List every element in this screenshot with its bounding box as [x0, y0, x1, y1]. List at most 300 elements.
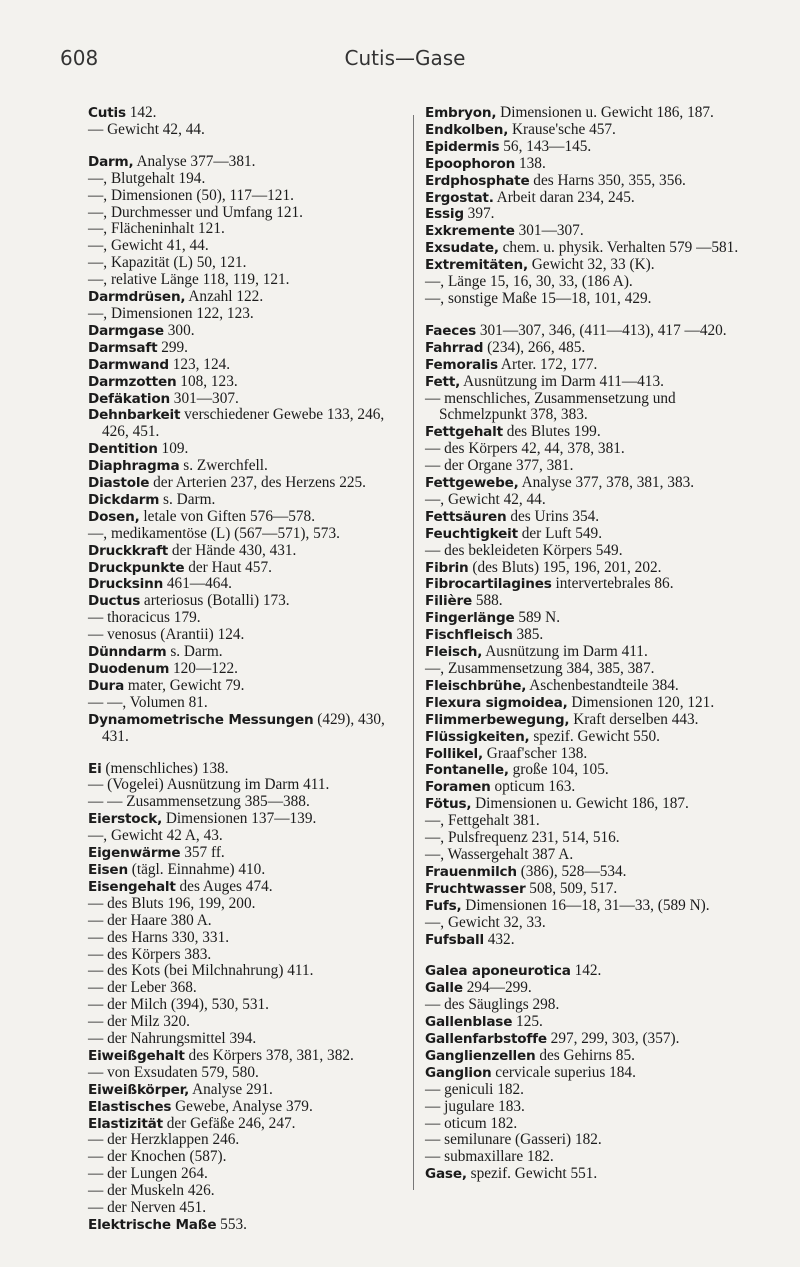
- index-entry-text: Dimensionen u. Gewicht 186, 187.: [471, 795, 689, 813]
- index-entry-headword: Galea aponeurotica: [425, 963, 571, 980]
- index-entry-text: 301—307, 346, (411—413), 417 —420.: [476, 321, 727, 339]
- index-entry: [425, 560, 743, 577]
- index-entry: [88, 475, 406, 492]
- index-entry-headword: Fufs,: [425, 897, 462, 914]
- index-entry-headword: Fötus,: [425, 796, 472, 813]
- index-entry-headword: Darmwand: [88, 356, 169, 373]
- index-entry-headword: Elastizität: [88, 1115, 163, 1132]
- index-entry-text: opticum 163.: [490, 778, 576, 796]
- index-entry: [425, 813, 743, 830]
- index-entry-text: — des Harns 330, 331.: [88, 928, 230, 946]
- index-entry-text: — semilunare (Gasseri) 182.: [425, 1131, 602, 1149]
- index-entry: [425, 1082, 743, 1099]
- index-entry: [88, 238, 406, 255]
- index-entry-text: 432.: [483, 930, 515, 948]
- index-entry: [425, 543, 743, 560]
- index-entry-headword: Dehnbarkeit: [88, 407, 181, 424]
- column-divider: [413, 115, 414, 1190]
- index-entry: [88, 221, 406, 238]
- page-number: 608: [60, 46, 99, 70]
- index-entry: [425, 762, 743, 779]
- index-entry-text: Anzahl 122.: [185, 288, 264, 306]
- index-entry-headword: Epoophoron: [425, 155, 516, 172]
- index-entry-text: Gewicht 32, 33 (K).: [527, 256, 655, 274]
- index-entry: [425, 997, 743, 1014]
- index-column-left: [88, 105, 406, 1234]
- index-entry-text: verschiedener Gewebe 133, 246, 426, 451.: [102, 406, 385, 441]
- index-entry-text: der Gefäße 246, 247.: [162, 1114, 296, 1132]
- index-entry-headword: Gallenfarbstoffe: [425, 1031, 547, 1048]
- index-entry: [88, 1166, 406, 1183]
- index-entry: [88, 980, 406, 997]
- index-entry: [88, 509, 406, 526]
- index-entry: [425, 864, 743, 881]
- index-entry: [425, 1031, 743, 1048]
- index-entry: [425, 323, 743, 340]
- index-entry-text: — des Bluts 196, 199, 200.: [88, 894, 256, 912]
- index-entry-text: — thoracicus 179.: [88, 609, 201, 627]
- index-entry-headword: Ei: [88, 760, 102, 777]
- index-entry: [425, 796, 743, 813]
- index-entry-text: Ausnützung im Darm 411.: [482, 643, 648, 661]
- index-entry-text: Dimensionen 16—18, 31—33, (589 N).: [461, 896, 710, 914]
- index-entry: [425, 1099, 743, 1116]
- index-entry-text: — menschliches, Zusammensetzung und Schmelzpunkt 378, 383.: [425, 389, 676, 424]
- index-entry-text: 125.: [512, 1013, 543, 1031]
- index-entry-headword: Fruchtwasser: [425, 880, 526, 897]
- index-entry-text: —, Durchmesser und Umfang 121.: [88, 203, 303, 221]
- index-entry-text: 299.: [157, 338, 188, 356]
- index-entry-text: der Hände 430, 431.: [168, 541, 297, 559]
- index-entry: [88, 593, 406, 610]
- index-entry-headword: Fibrin: [425, 559, 469, 576]
- index-entry-text: —, sonstige Maße 15—18, 101, 429.: [425, 289, 652, 307]
- index-entry-text: (386), 528—534.: [516, 862, 627, 880]
- index-entry-text: (429), 430, 431.: [102, 710, 385, 745]
- index-entry: [88, 1183, 406, 1200]
- index-entry-text: — — Zusammensetzung 385—388.: [88, 793, 310, 811]
- index-entry-text: —, Flächeninhalt 121.: [88, 220, 225, 238]
- index-entry: [88, 391, 406, 408]
- index-entry-text: —, Gewicht 42 A, 43.: [88, 827, 223, 845]
- index-entry-text: der Arterien 237, des Herzens 225.: [149, 474, 366, 492]
- index-entry-text: — des Körpers 42, 44, 378, 381.: [425, 440, 625, 458]
- index-entry: [425, 1149, 743, 1166]
- index-entry-text: des Blutes 199.: [502, 423, 601, 441]
- index-entry-text: — der Milch (394), 530, 531.: [88, 996, 269, 1014]
- index-entry-headword: Defäkation: [88, 390, 170, 407]
- index-entry-text: Dimensionen 120, 121.: [567, 693, 715, 711]
- index-entry-headword: Eisengehalt: [88, 878, 176, 895]
- index-entry-text: des Auges 474.: [175, 877, 273, 895]
- index-entry: [425, 105, 743, 122]
- index-entry: [425, 139, 743, 156]
- index-entry: [88, 1116, 406, 1133]
- index-entry: [425, 458, 743, 475]
- index-entry-headword: Druckpunkte: [88, 559, 185, 576]
- index-entry-text: —, Dimensionen 122, 123.: [88, 304, 254, 322]
- index-entry: [425, 291, 743, 308]
- index-entry: [88, 1065, 406, 1082]
- index-entry: [88, 845, 406, 862]
- index-entry-text: —, Blutgehalt 194.: [88, 169, 206, 187]
- index-entry-headword: Fischfleisch: [425, 627, 513, 644]
- index-entry: [425, 357, 743, 374]
- index-entry: [425, 206, 743, 223]
- index-entry: [88, 492, 406, 509]
- index-entry-text: des Harns 350, 355, 356.: [529, 171, 686, 189]
- index-entry-text: Aschenbestandteile 384.: [526, 676, 679, 694]
- index-entry-headword: Eiweißgehalt: [88, 1047, 185, 1064]
- index-entry-text: — der Milz 320.: [88, 1013, 190, 1031]
- index-entry: [88, 323, 406, 340]
- index-entry-text: (menschliches) 138.: [101, 759, 229, 777]
- index-entry-text: — (Vogelei) Ausnützung im Darm 411.: [88, 776, 330, 794]
- index-entry-text: s. Darm.: [166, 643, 223, 661]
- index-entry-text: 385.: [512, 626, 544, 644]
- index-entry: [88, 105, 406, 122]
- index-entry-text: Arter. 172, 177.: [497, 355, 598, 373]
- index-entry: [88, 695, 406, 712]
- index-entry-headword: Gase,: [425, 1166, 467, 1183]
- index-entry-text: — des Säuglings 298.: [425, 996, 560, 1014]
- index-entry: [425, 746, 743, 763]
- index-entry: [425, 509, 743, 526]
- index-entry-text: — der Haare 380 A.: [88, 911, 212, 929]
- index-entry-headword: Ganglion: [425, 1064, 492, 1081]
- index-entry: [88, 340, 406, 357]
- index-entry: [88, 374, 406, 391]
- index-entry-text: —, Dimensionen (50), 117—121.: [88, 186, 294, 204]
- index-entry-text: 397.: [463, 205, 495, 223]
- index-entry-text: — venosus (Arantii) 124.: [88, 626, 245, 644]
- index-entry: [425, 340, 743, 357]
- index-entry: [88, 661, 406, 678]
- index-entry: [88, 255, 406, 272]
- index-entry-text: 461—464.: [163, 575, 232, 593]
- index-entry-text: 138.: [515, 154, 546, 172]
- index-entry: [425, 1132, 743, 1149]
- index-entry: [88, 543, 406, 560]
- index-entry: [425, 441, 743, 458]
- index-entry-headword: Dynamometrische Messungen: [88, 711, 314, 728]
- index-column-right: [425, 105, 743, 1183]
- index-entry-headword: Fibrocartilagines: [425, 576, 552, 593]
- index-entry-headword: Faeces: [425, 322, 477, 339]
- index-entry: [425, 1166, 743, 1183]
- index-entry-text: — von Exsudaten 579, 580.: [88, 1063, 259, 1081]
- index-entry: [88, 272, 406, 289]
- index-entry-text: mater, Gewicht 79.: [124, 676, 245, 694]
- index-entry: [88, 1099, 406, 1116]
- index-entry-text: — —, Volumen 81.: [88, 693, 208, 711]
- index-entry-text: große 104, 105.: [508, 761, 609, 779]
- index-entry-text: des Körpers 378, 381, 382.: [184, 1046, 354, 1064]
- index-entry-text: —, medikamentöse (L) (567—571), 573.: [88, 524, 340, 542]
- index-entry-text: 301—307.: [514, 222, 584, 240]
- index-entry: [88, 930, 406, 947]
- index-entry-text: 108, 123.: [176, 372, 238, 390]
- index-entry-text: 301—307.: [169, 389, 239, 407]
- index-entry-headword: Fettgehalt: [425, 424, 503, 441]
- index-entry: [88, 913, 406, 930]
- index-entry: [88, 777, 406, 794]
- index-entry: [425, 1065, 743, 1082]
- index-entry: [88, 997, 406, 1014]
- index-entry-text: arteriosus (Botalli) 173.: [140, 592, 290, 610]
- index-entry-text: —, Gewicht 32, 33.: [425, 913, 546, 931]
- index-entry-text: 357 ff.: [180, 844, 225, 862]
- index-entry-headword: Cutis: [88, 105, 126, 121]
- index-entry: [88, 761, 406, 778]
- index-entry: [88, 678, 406, 695]
- index-entry-text: — der Organe 377, 381.: [425, 457, 574, 475]
- index-entry-headword: Drucksinn: [88, 576, 164, 593]
- index-entry-headword: Dickdarm: [88, 491, 160, 508]
- index-entry-text: Arbeit daran 234, 245.: [493, 188, 635, 206]
- index-entry: [88, 896, 406, 913]
- index-entry-headword: Galle: [425, 980, 463, 997]
- index-entry: [425, 593, 743, 610]
- index-entry-text: — geniculi 182.: [425, 1080, 524, 1098]
- index-entry-headword: Dentition: [88, 441, 158, 458]
- index-entry: [88, 171, 406, 188]
- index-entry: [88, 712, 406, 746]
- index-entry: [425, 881, 743, 898]
- index-entry-text: — der Lungen 264.: [88, 1165, 208, 1183]
- index-entry-headword: Eiweißkörper,: [88, 1081, 190, 1098]
- index-entry-headword: Fufsball: [425, 931, 484, 948]
- index-entry: [88, 1200, 406, 1217]
- index-entry-headword: Fettgewebe,: [425, 475, 519, 492]
- index-entry-text: spezif. Gewicht 551.: [466, 1165, 598, 1183]
- index-entry: [425, 980, 743, 997]
- index-entry: [425, 173, 743, 190]
- index-entry-text: 294—299.: [462, 979, 532, 997]
- index-entry-headword: Extremitäten,: [425, 257, 528, 274]
- index-entry-headword: Feuchtigkeit: [425, 525, 518, 542]
- index-entry-headword: Darmgase: [88, 322, 164, 339]
- index-entry: [425, 963, 743, 980]
- index-entry: [425, 223, 743, 240]
- index-entry: [425, 492, 743, 509]
- index-entry-text: —, Kapazität (L) 50, 121.: [88, 254, 247, 272]
- index-entry: [88, 644, 406, 661]
- index-entry: [88, 458, 406, 475]
- index-entry-headword: Flexura sigmoidea,: [425, 694, 568, 711]
- index-entry: [88, 560, 406, 577]
- index-entry-text: der Haut 457.: [184, 558, 272, 576]
- index-entry-headword: Ductus: [88, 593, 141, 610]
- index-entry-headword: Druckkraft: [88, 542, 169, 559]
- index-entry-headword: Embryon,: [425, 105, 497, 121]
- index-entry-headword: Dosen,: [88, 508, 140, 525]
- index-entry-text: 56, 143—145.: [499, 137, 592, 155]
- index-entry-text: — submaxillare 182.: [425, 1148, 554, 1166]
- index-entry-headword: Femoralis: [425, 356, 498, 373]
- index-entry: [425, 932, 743, 949]
- index-entry-text: (tägl. Einnahme) 410.: [127, 860, 266, 878]
- index-entry: [88, 122, 406, 139]
- index-entry-text: 300.: [163, 321, 195, 339]
- index-entry-text: letale von Giften 576—578.: [139, 507, 316, 525]
- index-entry-headword: Gallenblase: [425, 1014, 513, 1031]
- index-entry: [425, 1014, 743, 1031]
- index-entry-text: des Urins 354.: [506, 507, 600, 525]
- index-entry-headword: Endkolben,: [425, 121, 509, 138]
- index-entry-headword: Diaphragma: [88, 458, 180, 475]
- index-entry-text: —, Gewicht 41, 44.: [88, 237, 209, 255]
- index-entry: [88, 306, 406, 323]
- index-entry-headword: Diastole: [88, 475, 150, 492]
- index-entry: [88, 1217, 406, 1234]
- index-entry-text: chem. u. physik. Verhalten 579 —581.: [498, 239, 739, 257]
- index-entry: [425, 374, 743, 391]
- index-entry-text: 142.: [125, 104, 157, 121]
- index-entry-text: 588.: [472, 592, 503, 610]
- index-entry: [425, 526, 743, 543]
- index-entry-text: — der Nerven 451.: [88, 1199, 207, 1217]
- index-entry-headword: Exkremente: [425, 223, 515, 240]
- index-entry-text: —, Länge 15, 16, 30, 33, (186 A).: [425, 273, 633, 291]
- index-entry: [425, 240, 743, 257]
- index-entry: [88, 289, 406, 306]
- index-entry-headword: Darm,: [88, 153, 134, 170]
- index-entry-text: — der Knochen (587).: [88, 1148, 227, 1166]
- index-entry-text: cervicale superius 184.: [491, 1063, 636, 1081]
- index-entry-headword: Flimmerbewegung,: [425, 711, 570, 728]
- index-entry: [425, 847, 743, 864]
- index-entry-text: —, Gewicht 42, 44.: [425, 490, 546, 508]
- index-entry: [425, 830, 743, 847]
- index-entry: [425, 610, 743, 627]
- index-entry: [425, 712, 743, 729]
- index-entry: [425, 424, 743, 441]
- index-entry: [425, 627, 743, 644]
- index-entry-headword: Essig: [425, 206, 464, 223]
- index-entry: [88, 154, 406, 171]
- index-entry-text: 109.: [157, 440, 189, 458]
- index-entry-headword: Erdphosphate: [425, 172, 530, 189]
- index-entry-text: 553.: [216, 1216, 247, 1233]
- index-entry: [88, 407, 406, 441]
- index-entry-text: —, Wassergehalt 387 A.: [425, 845, 574, 863]
- index-entry-text: 123, 124.: [168, 355, 231, 373]
- index-entry-text: Dimensionen u. Gewicht 186, 187.: [496, 104, 714, 121]
- index-entry-headword: Elastisches: [88, 1098, 172, 1115]
- index-entry: [425, 475, 743, 492]
- index-entry-headword: Eisen: [88, 861, 128, 878]
- index-entry-headword: Elektrische Maße: [88, 1217, 217, 1233]
- index-entry-text: — der Leber 368.: [88, 979, 197, 997]
- index-entry-text: — der Muskeln 426.: [88, 1182, 215, 1200]
- index-entry-headword: Filière: [425, 593, 473, 610]
- index-entry-headword: Fingerlänge: [425, 610, 515, 627]
- running-title: Cutis—Gase: [344, 46, 466, 70]
- index-entry-text: Kraft derselben 443.: [569, 710, 699, 728]
- index-entry-headword: Duodenum: [88, 661, 170, 677]
- index-entry: [88, 811, 406, 828]
- index-entry: [425, 576, 743, 593]
- index-entry-text: Graaf'scher 138.: [482, 744, 588, 762]
- index-entry: [88, 879, 406, 896]
- index-entry-text: — des bekleideten Körpers 549.: [425, 541, 623, 559]
- index-entry-text: — der Herzklappen 246.: [88, 1131, 240, 1149]
- index-entry: [88, 1048, 406, 1065]
- index-entry-headword: Darmdrüsen,: [88, 289, 186, 306]
- index-entry-text: — jugulare 183.: [425, 1097, 525, 1115]
- index-entry: [88, 828, 406, 845]
- index-entry-headword: Eigenwärme: [88, 845, 181, 862]
- index-entry: [88, 963, 406, 980]
- index-entry: [425, 898, 743, 915]
- index-entry-text: —, relative Länge 118, 119, 121.: [88, 271, 290, 289]
- index-entry-text: (234), 266, 485.: [483, 338, 586, 356]
- index-entry: [425, 190, 743, 207]
- index-entry-headword: Epidermis: [425, 138, 500, 155]
- index-entry-headword: Fahrrad: [425, 339, 484, 356]
- index-entry: [88, 576, 406, 593]
- index-entry-text: 142.: [570, 962, 602, 980]
- index-entry-text: spezif. Gewicht 550.: [529, 727, 660, 745]
- index-entry: [425, 156, 743, 173]
- index-entry-headword: Fett,: [425, 373, 461, 390]
- index-entry-headword: Exsudate,: [425, 240, 499, 257]
- index-entry-text: Dimensionen 137—139.: [162, 810, 317, 828]
- index-entry: [88, 627, 406, 644]
- index-entry-headword: Frauenmilch: [425, 863, 517, 880]
- index-entry-headword: Fettsäuren: [425, 508, 507, 525]
- index-entry-headword: Fleisch,: [425, 644, 483, 661]
- index-entry-headword: Fontanelle,: [425, 762, 509, 779]
- index-entry-text: 297, 299, 303, (357).: [546, 1030, 680, 1048]
- index-entry: [88, 862, 406, 879]
- index-entry: [425, 695, 743, 712]
- index-entry: [425, 779, 743, 796]
- index-entry-text: — Gewicht 42, 44.: [88, 120, 205, 138]
- index-entry: [88, 947, 406, 964]
- index-entry-text: Gewebe, Analyse 379.: [171, 1097, 313, 1115]
- index-entry: [425, 274, 743, 291]
- index-entry-text: — der Nahrungsmittel 394.: [88, 1030, 257, 1048]
- index-entry-text: (des Bluts) 195, 196, 201, 202.: [468, 558, 662, 576]
- index-entry: [88, 610, 406, 627]
- index-entry: [88, 794, 406, 811]
- index-entry-text: 120—122.: [169, 660, 239, 677]
- index-entry-text: Ausnützung im Darm 411—413.: [460, 372, 664, 390]
- index-entry-text: — des Körpers 383.: [88, 945, 212, 963]
- index-entry-text: 508, 509, 517.: [525, 879, 618, 897]
- index-entry-text: —, Zusammensetzung 384, 385, 387.: [425, 660, 655, 677]
- index-entry-headword: Fleischbrühe,: [425, 677, 527, 694]
- index-entry-headword: Ergostat.: [425, 189, 494, 206]
- page-header: [60, 46, 750, 76]
- index-entry-headword: Eierstock,: [88, 811, 163, 828]
- index-entry-headword: Darmzotten: [88, 373, 177, 390]
- index-entry-text: s. Darm.: [159, 490, 216, 508]
- index-entry: [88, 1031, 406, 1048]
- index-entry: [88, 1014, 406, 1031]
- index-entry: [88, 441, 406, 458]
- index-entry-headword: Foramen: [425, 779, 491, 796]
- index-entry: [425, 915, 743, 932]
- index-entry-text: des Gehirns 85.: [535, 1046, 635, 1064]
- index-entry: [425, 257, 743, 274]
- index-entry-headword: Dünndarm: [88, 644, 167, 661]
- index-entry: [425, 729, 743, 746]
- index-entry-text: s. Zwerchfell.: [179, 457, 268, 475]
- index-entry: [88, 1082, 406, 1099]
